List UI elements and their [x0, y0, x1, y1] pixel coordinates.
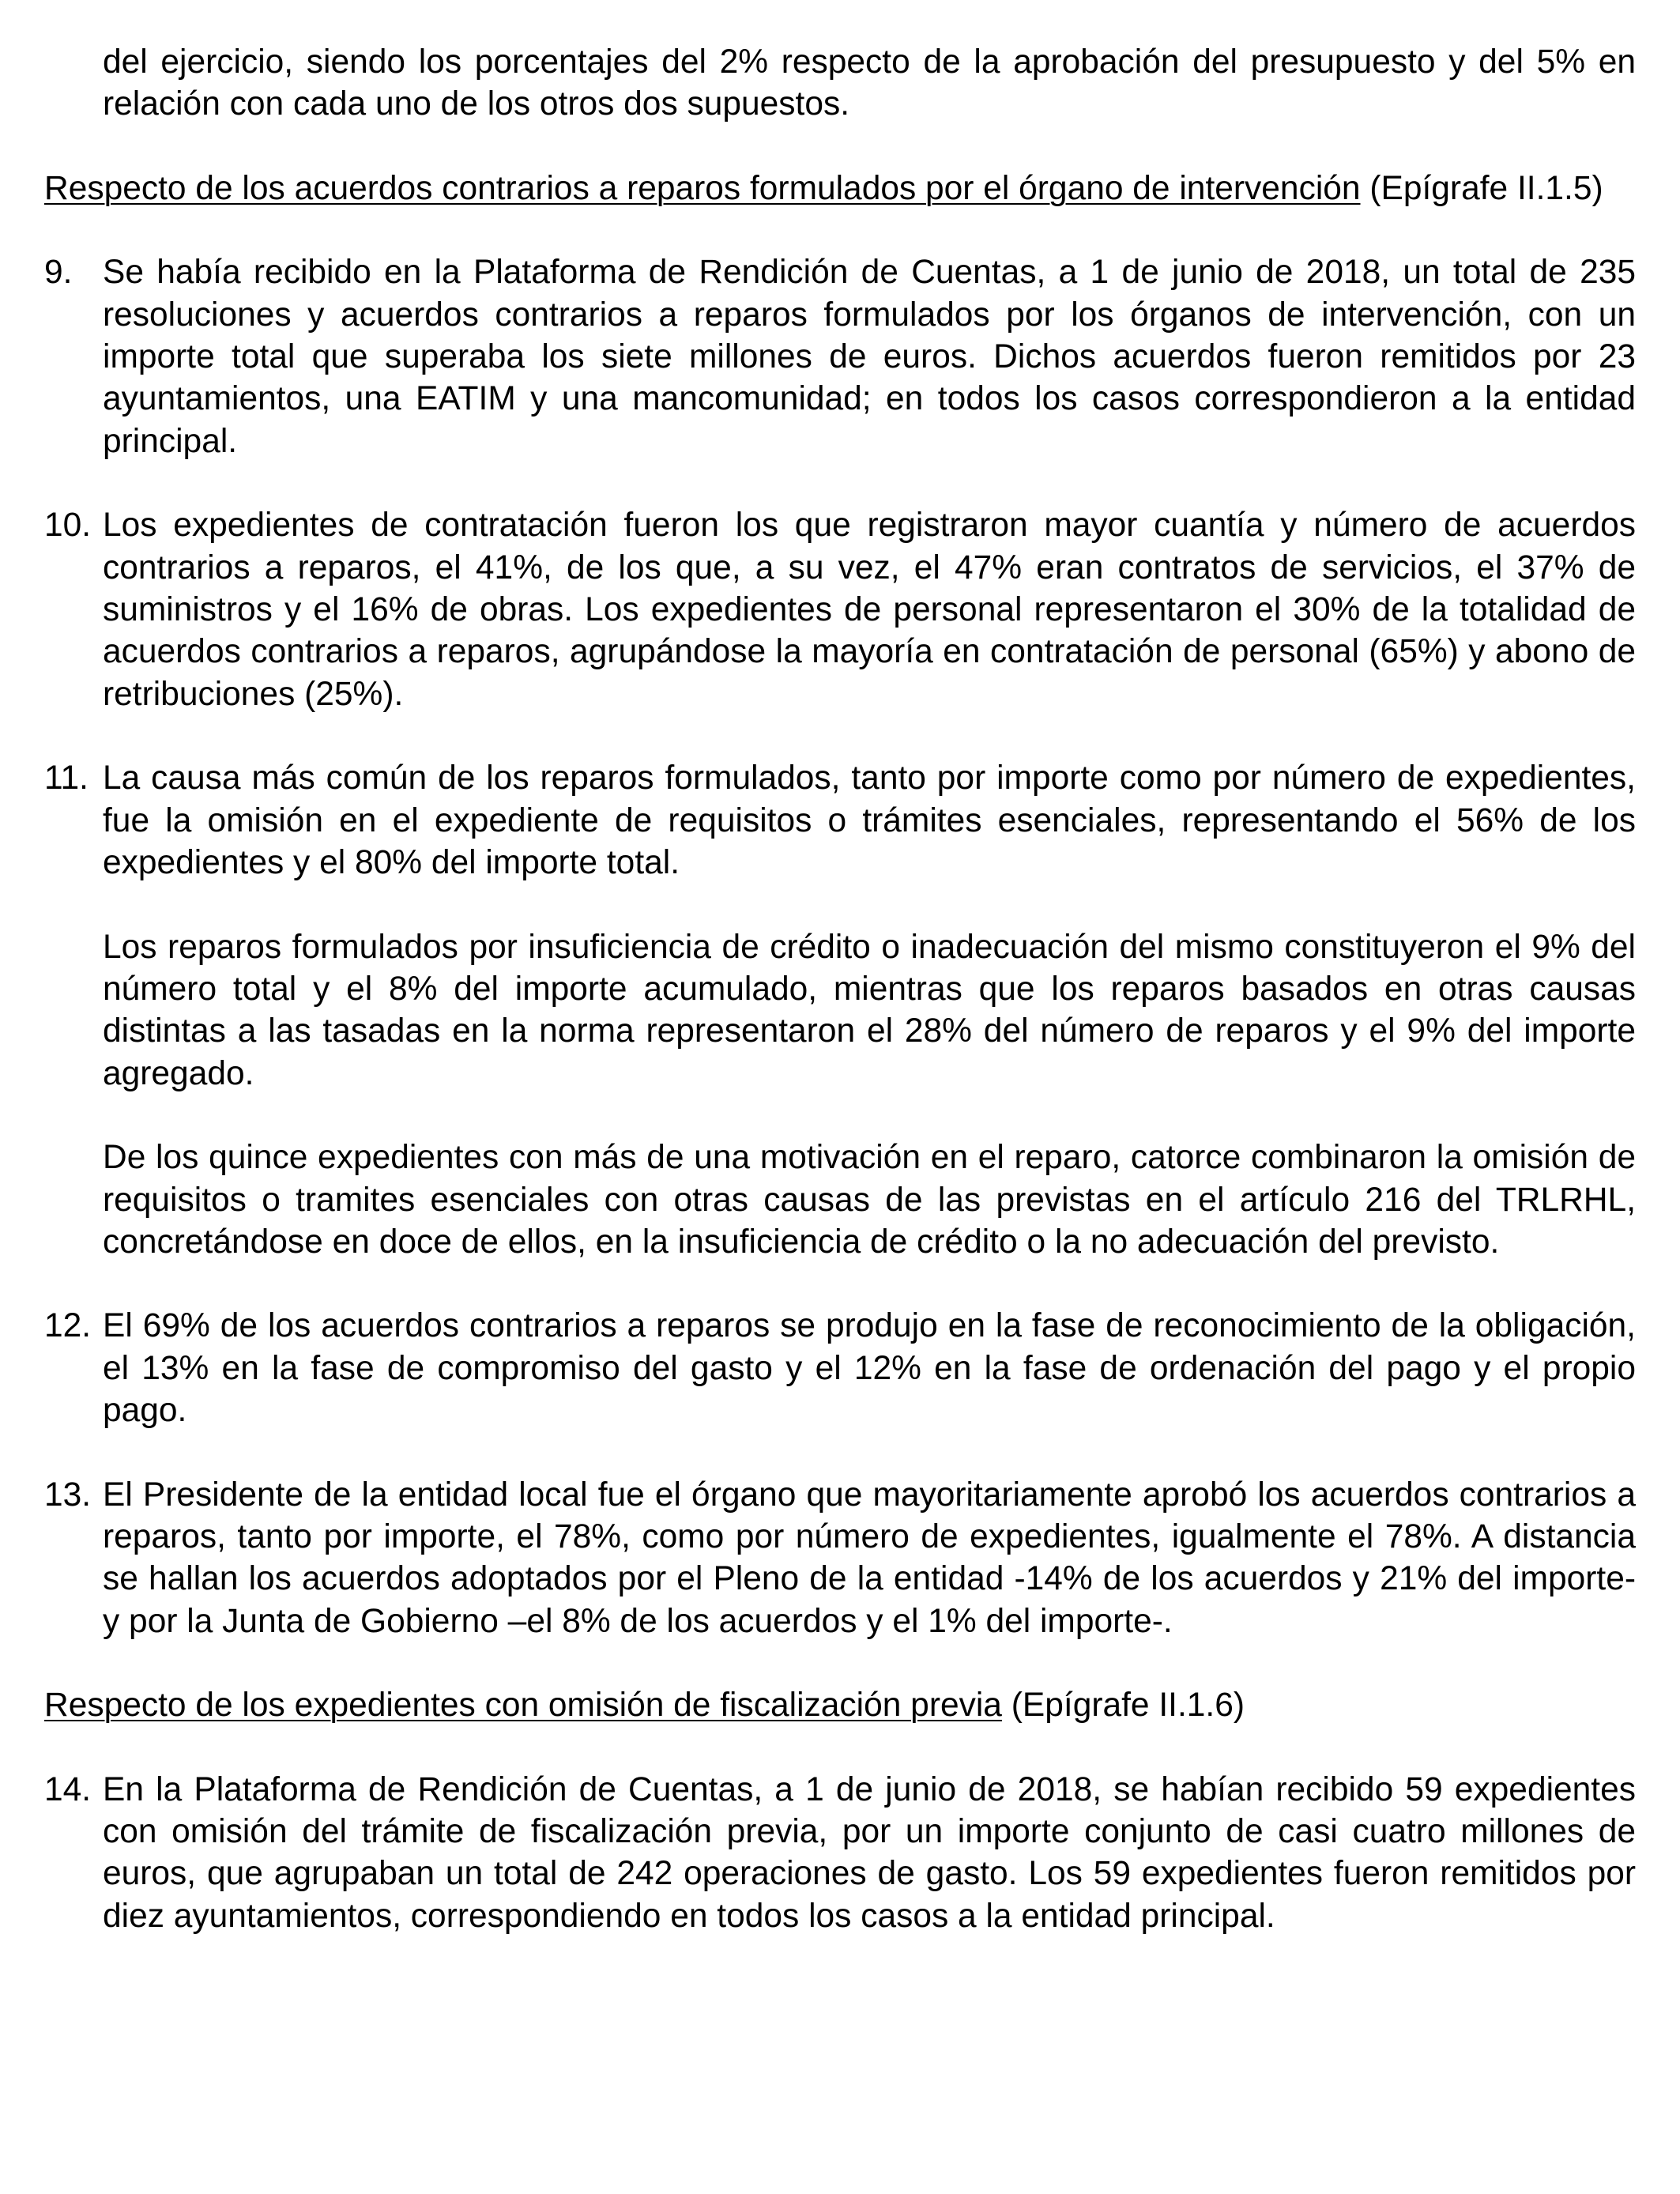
section-heading-omision [44, 1684, 1636, 1726]
item-number: 12. [44, 1307, 92, 1345]
item-number: 11. [44, 760, 89, 797]
item-number: 13. [44, 1476, 92, 1514]
section-heading-reparos-epigrafe: (Epígrafe II.1.5) [1360, 169, 1603, 207]
item-number: 14. [44, 1770, 92, 1808]
item-number: 9. [44, 254, 73, 292]
section-heading-reparos [44, 168, 1636, 209]
numbered-item-9 [44, 251, 1636, 462]
numbered-item-11 [44, 757, 1636, 1263]
item-paragraph: La causa más común de los reparos formulados, tanto por importe como por número de expedientes, fue la omisión en el expediente de requisitos o trámites esenciales, representando el 56% de los expedientes y el 80% del importe total. [103, 760, 1636, 882]
numbered-item-12 [44, 1305, 1636, 1431]
numbered-item-13 [44, 1474, 1636, 1643]
item-paragraph: El 69% de los acuerdos contrarios a reparos se produjo en la fase de reconocimiento de la obligación, el 13% en la fase de compromiso del gasto y el 12% en la fase de ordenación del pago y el propio pago. [103, 1307, 1636, 1430]
section-heading-omision-title: Respecto de los expedientes con omisión de fiscalización previa [44, 1687, 1002, 1725]
item-paragraph: Los reparos formulados por insuficiencia de crédito o inadecuación del mismo constituyeron el 9% del número total y el 8% del importe acumulado, mientras que los reparos basados en otras causas distintas a las tasadas en la norma representaron el 28% del número de reparos y el 9% del importe agregado. [103, 928, 1636, 1092]
section-heading-reparos-title: Respecto de los acuerdos contrarios a reparos formulados por el órgano de intervención [44, 169, 1361, 207]
intro-paragraph: del ejercicio, siendo los porcentajes del 2% respecto de la aprobación del presupuesto y del 5% en relación con cada uno de los otros dos supuestos. [103, 43, 1636, 123]
document-page [44, 41, 1636, 1979]
item-paragraph: El Presidente de la entidad local fue el órgano que mayoritariamente aprobó los acuerdos contrarios a reparos, tanto por importe, el 78%, como por número de expedientes, igualmente el 78%. A distancia se hallan los acuerdos adoptados por el Pleno de la entidad -14% de los acuerdos y 21% del importe- y por la Junta de Gobierno –el 8% de los acuerdos y el 1% del importe-. [103, 1476, 1636, 1640]
numbered-item-14 [44, 1769, 1636, 1938]
numbered-item-10 [44, 504, 1636, 715]
item-number: 10. [44, 507, 92, 545]
item-paragraph: Los expedientes de contratación fueron los que registraron mayor cuantía y número de acuerdos contrarios a reparos, el 41%, de los que, a su vez, el 47% eran contratos de servicios, el 37% de suministros y el 16% de obras. Los expedientes de personal representaron el 30% de la totalidad de acuerdos contrarios a reparos, agrupándose la mayoría en contratación de personal (65%) y abono de retribuciones (25%). [103, 507, 1636, 713]
item-paragraph: De los quince expedientes con más de una motivación en el reparo, catorce combinaron la omisión de requisitos o tramites esenciales con otras causas de las previstas en el artículo 216 del TRLRHL, concretándose en doce de ellos, en la insuficiencia de crédito o la no adecuación del previsto. [103, 1139, 1636, 1261]
section-heading-omision-epigrafe: (Epígrafe II.1.6) [1001, 1687, 1245, 1725]
item-paragraph: En la Plataforma de Rendición de Cuentas, a 1 de junio de 2018, se habían recibido 59 expedientes con omisión del trámite de fiscalización previa, por un importe conjunto de casi cuatro millones de euros, que agrupaban un total de 242 operaciones de gasto. Los 59 expedientes fueron remitidos por diez ayuntamientos, correspondiendo en todos los casos a la entidad principal. [103, 1770, 1636, 1935]
item-paragraph: Se había recibido en la Plataforma de Rendición de Cuentas, a 1 de junio de 2018, un total de 235 resoluciones y acuerdos contrarios a reparos formulados por los órganos de intervención, con un importe total que superaba los siete millones de euros. Dichos acuerdos fueron remitidos por 23 ayuntamientos, una EATIM y una mancomunidad; en todos los casos correspondieron a la entidad principal. [103, 254, 1636, 460]
